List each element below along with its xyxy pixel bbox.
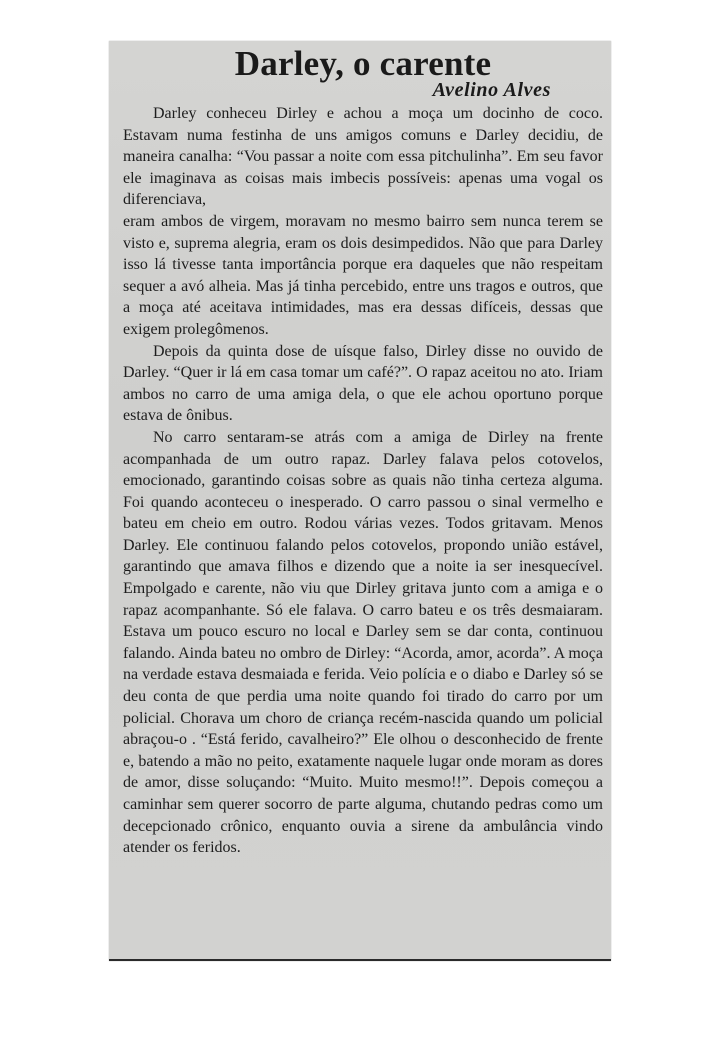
article-author: Avelino Alves [432,79,551,101]
article-body [123,103,603,859]
article-paragraph: No carro sentaram-se atrás com a amiga de Dirley na frente acompanhada de um outro rapaz. Darley falava pelos cotovelos, emocionado, garantindo coisas sobre as quais não tinha certeza alguma. Foi quando aconteceu o inesperado. O carro passou o sinal vermelho e bateu em cheio em outro. Rodou várias vezes. Todos gritavam. Menos Darley. Ele continuou falando pelos cotovelos, propondo união estável, garantindo que amava filhos e dizendo que a noite ia ser inesquecível. Empolgado e carente, não viu que Dirley gritava junto com a amiga e o rapaz acompanhante. Só ele falava. O carro bateu e os três desmaiaram. Estava um pouco escuro no local e Darley sem se dar conta, continuou falando. Ainda bateu no ombro de Dirley: “Acorda, amor, acorda”. A moça na verdade estava desmaiada e ferida. Veio polícia e o diabo e Darley só se deu conta de que perdia uma noite quando foi tirado do carro por um policial. Chorava um choro de criança recém-nascida quando um policial abraçou-o . “Está ferido, cavalheiro?” Ele olhou o desconhecido de frente e, batendo a mão no peito, exatamente naquele lugar onde moram as dores de amor, disse soluçando: “Muito. Muito mesmo!!”. Depois começou a caminhar sem querer socorro de parte alguma, chutando pedras como um decepcionado crônico, enquanto ouvia a sirene da ambulância vindo atender os feridos. [123,428,603,857]
article-title: Darley, o carente [234,44,492,83]
article-paragraph: Darley conheceu Dirley e achou a moça um docinho de coco. Estavam numa festinha de uns amigos comuns e Darley decidiu, de maneira canalha: “Vou passar a noite com essa pitchulinha”. Em seu favor ele imaginava as coisas mais imbecis possíveis: apenas uma vogal os diferenciava, [123,105,603,209]
article-paragraph: Depois da quinta dose de uísque falso, Dirley disse no ouvido de Darley. “Quer ir lá em casa tomar um café?”. O rapaz aceitou no ato. Iriam ambos no carro de uma amiga dela, o que ele achou oportuno porque estava de ônibus. [123,342,603,425]
article-paragraph: eram ambos de virgem, moravam no mesmo bairro sem nunca terem se visto e, suprema alegria, eram os dois desimpedidos. Não que para Darley isso lá tivesse tanta importância porque era daqueles que não respeitam sequer a avó alheia. Mas já tinha percebido, entre uns tragos e outros, que a moça até aceitava intimidades, mas era dessas difíceis, dessas que exigem prolegômenos. [123,212,603,338]
newspaper-clipping [109,41,611,961]
